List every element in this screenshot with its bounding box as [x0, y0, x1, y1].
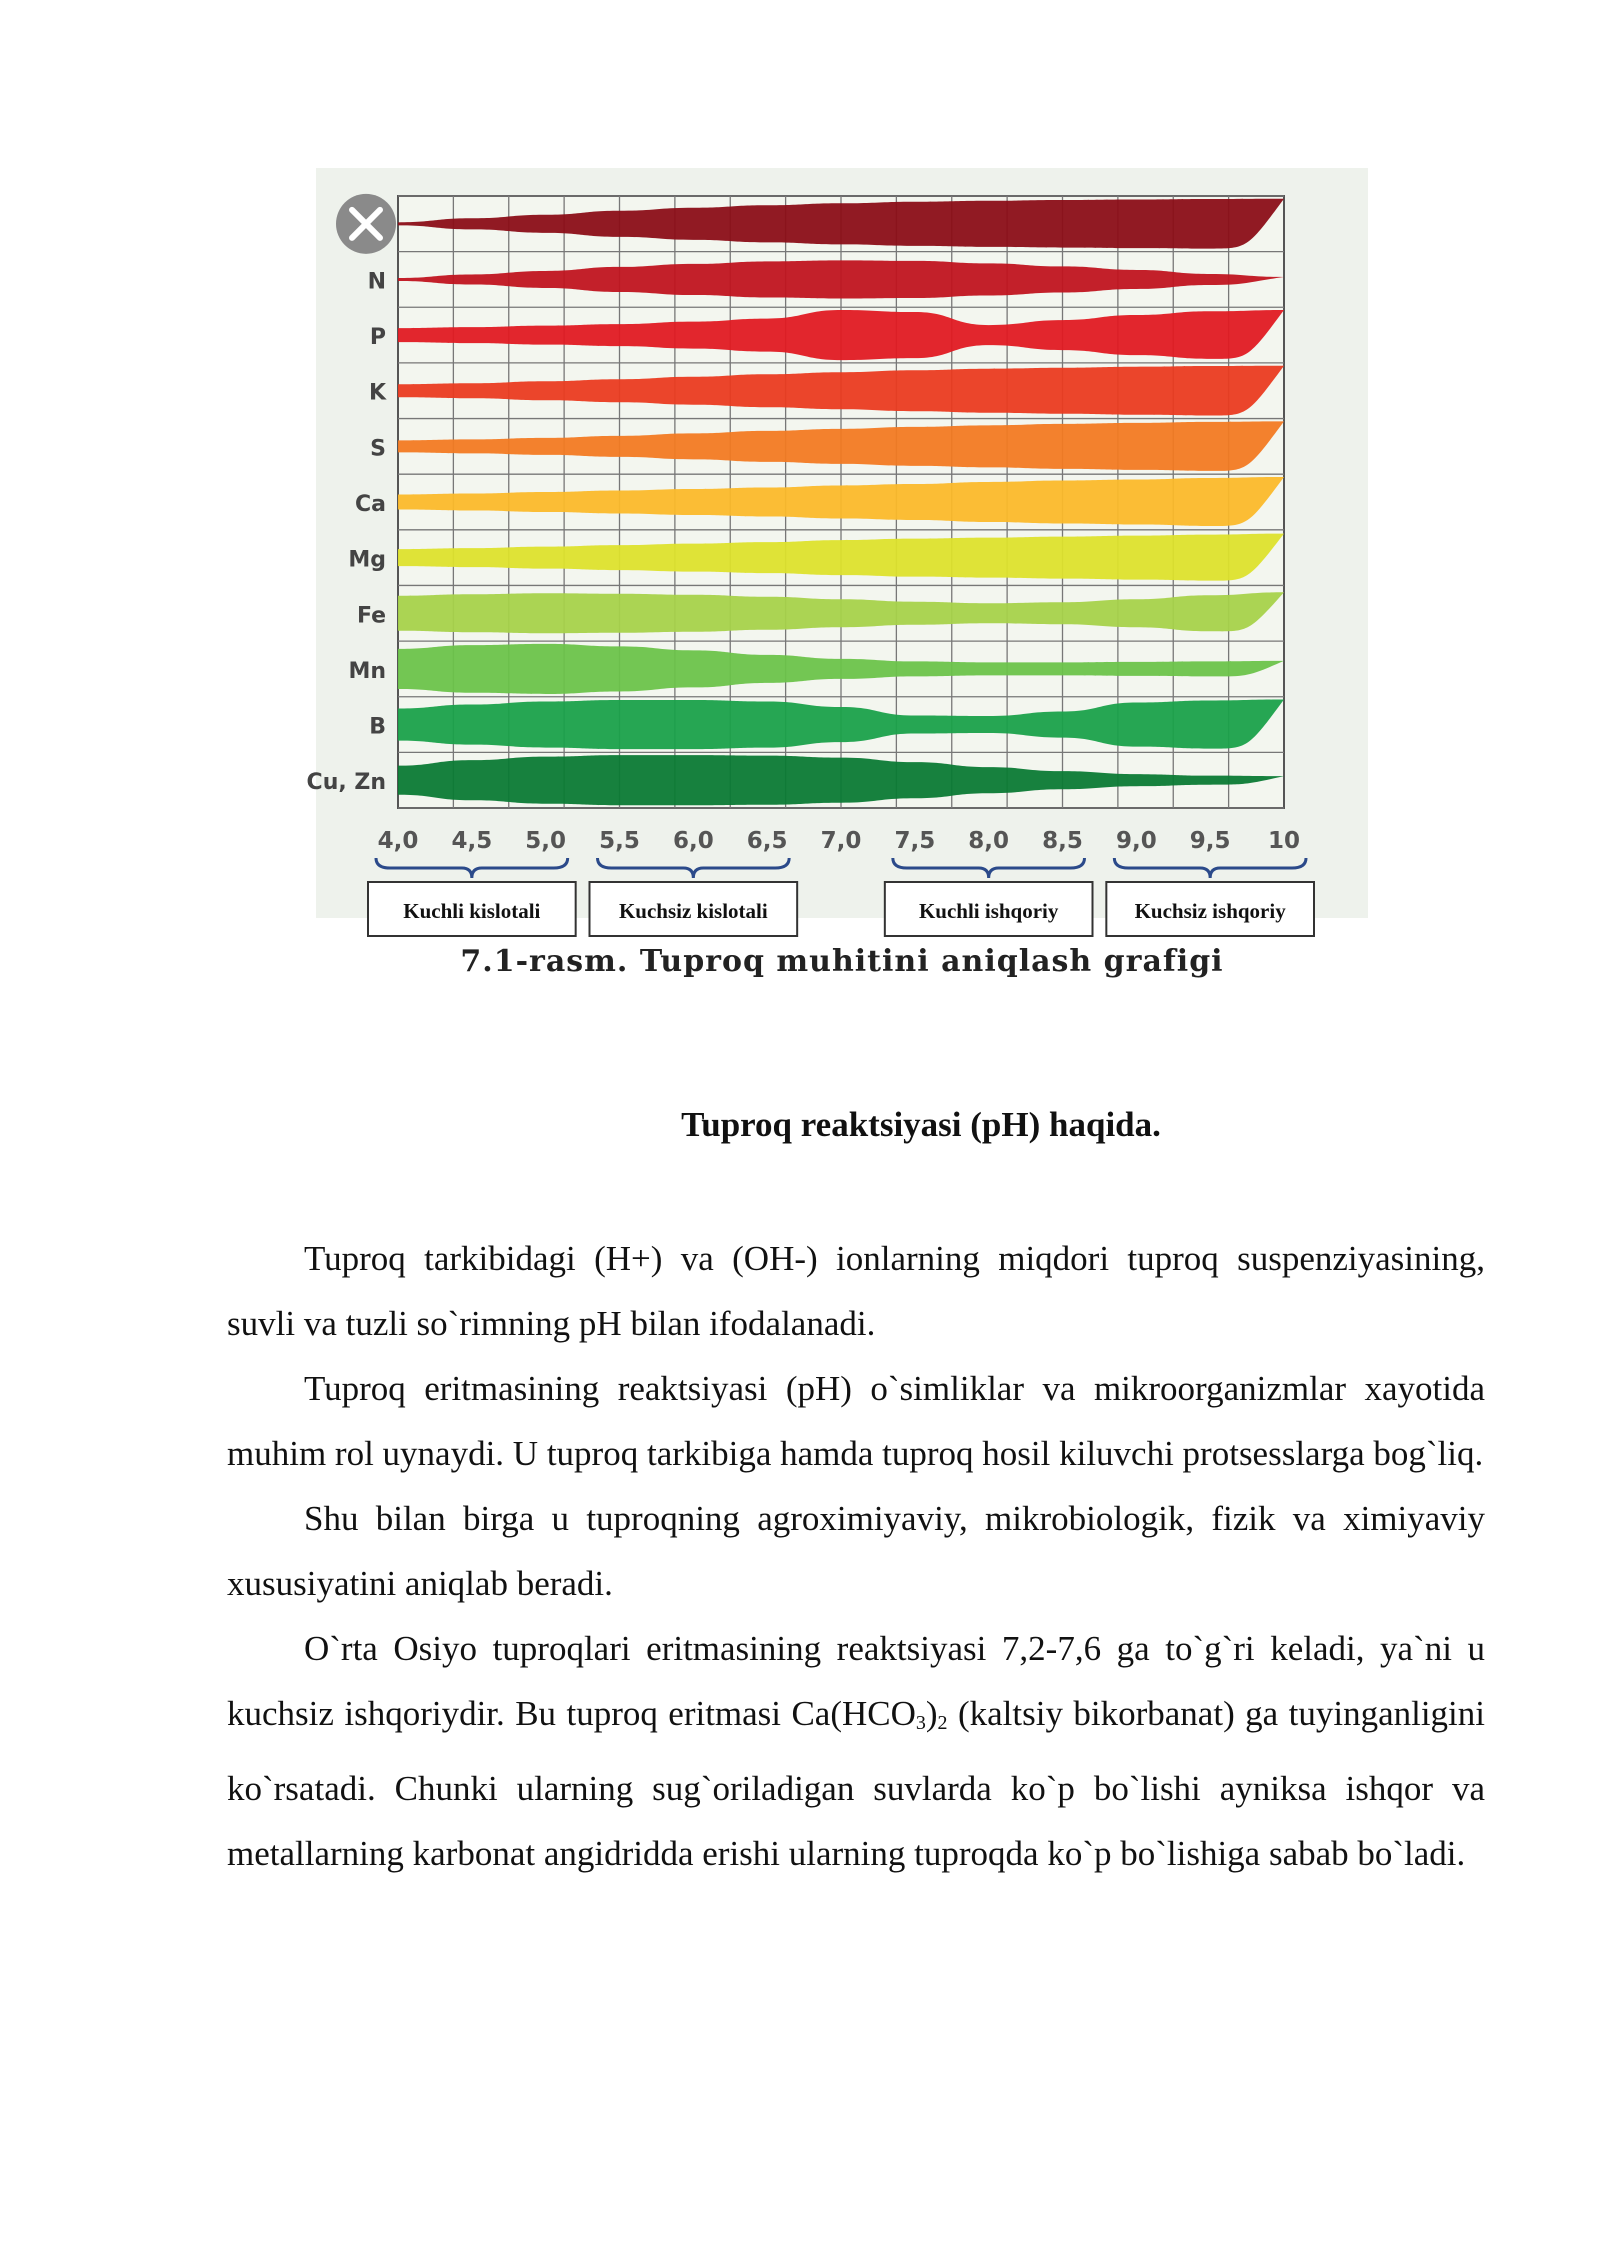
row-label: Cu, Zn: [306, 770, 386, 796]
paragraph-3: Shu bilan birga u tuproqning agroximiyaviy, mikrobiologik, fizik va ximiyaviy xususiyatini aniqlab beradi.: [227, 1499, 1485, 1603]
paragraph-1: Tuproq tarkibidagi (H+) va (OH-) ionlarning miqdori tuproq suspenziyasining, suvli va tuzli so`rimning pH bilan ifodalanadi.: [227, 1239, 1485, 1343]
subscript-3: 3: [915, 1712, 926, 1734]
x-tick-label: 10: [1267, 828, 1301, 854]
x-tick-label: 9,5: [1189, 828, 1231, 854]
paragraph-4: [227, 1616, 1485, 1886]
x-tick-label: 7,5: [894, 828, 936, 854]
body-text: [227, 1226, 1485, 1886]
row-label: K: [368, 380, 386, 406]
x-tick-label: 9,0: [1115, 828, 1157, 854]
x-tick-label: 6,5: [746, 828, 788, 854]
subscript-2: 2: [937, 1712, 948, 1734]
row-label: B: [369, 714, 386, 740]
category-label: Kuchli ishqoriy: [918, 899, 1059, 923]
paragraph-4-part-a: O`rta Osiyo tuproqlari eritmasining reaktsiyasi 7,2-7,6 ga to`g`ri keladi, ya`ni u kuchsiz ishqoriydir. Bu tuproq eritmasi Ca(HCO: [227, 1629, 1485, 1733]
x-tick-label: 4,0: [377, 828, 419, 854]
paragraph-2: Tuproq eritmasining reaktsiyasi (pH) o`simliklar va mikroorganizmlar xayotida muhim rol uynaydi. U tuproq tarkibiga hamda tuproq hosil kiluvchi protsesslarga bog`liq.: [227, 1369, 1485, 1473]
row-label: Mg: [348, 547, 386, 573]
x-tick-label: 5,5: [599, 828, 640, 854]
row-label: Ca: [355, 492, 386, 517]
x-tick-label: 6,0: [672, 828, 714, 854]
paragraph-4-part-b: ): [925, 1694, 938, 1733]
category-label: Kuchsiz kislotali: [618, 899, 768, 923]
figure-caption: 7.1-rasm. Tuproq muhitini aniqlash grafigi: [460, 944, 1224, 979]
category-label: Kuchli kislotali: [403, 899, 541, 923]
row-label: N: [367, 269, 386, 295]
x-tick-label: 7,0: [820, 828, 862, 854]
x-tick-label: 8,5: [1042, 828, 1083, 854]
ph-availability-chart: [306, 168, 1368, 928]
category-label: Kuchsiz ishqoriy: [1134, 899, 1286, 923]
section-heading: Tuproq reaktsiyasi (pH) haqida.: [681, 1105, 1161, 1144]
row-label: Mn: [348, 658, 386, 684]
row-label: S: [370, 436, 386, 462]
row-label: P: [369, 325, 386, 351]
paragraph-4-part-c: (kaltsiy bikorbanat) ga tuyinganligini ko`rsatadi. Chunki ularning sug`oriladigan suvlarda ko`p bo`lishi ayniksa ishqor va metallarning karbonat angidridda erishi ularning tuproqda ko`p bo`lishiga sabab bo`ladi.: [227, 1694, 1485, 1873]
x-tick-label: 4,5: [451, 828, 493, 854]
row-label: Fe: [356, 603, 386, 629]
x-tick-label: 8,0: [968, 828, 1010, 854]
x-tick-label: 5,0: [525, 828, 567, 854]
